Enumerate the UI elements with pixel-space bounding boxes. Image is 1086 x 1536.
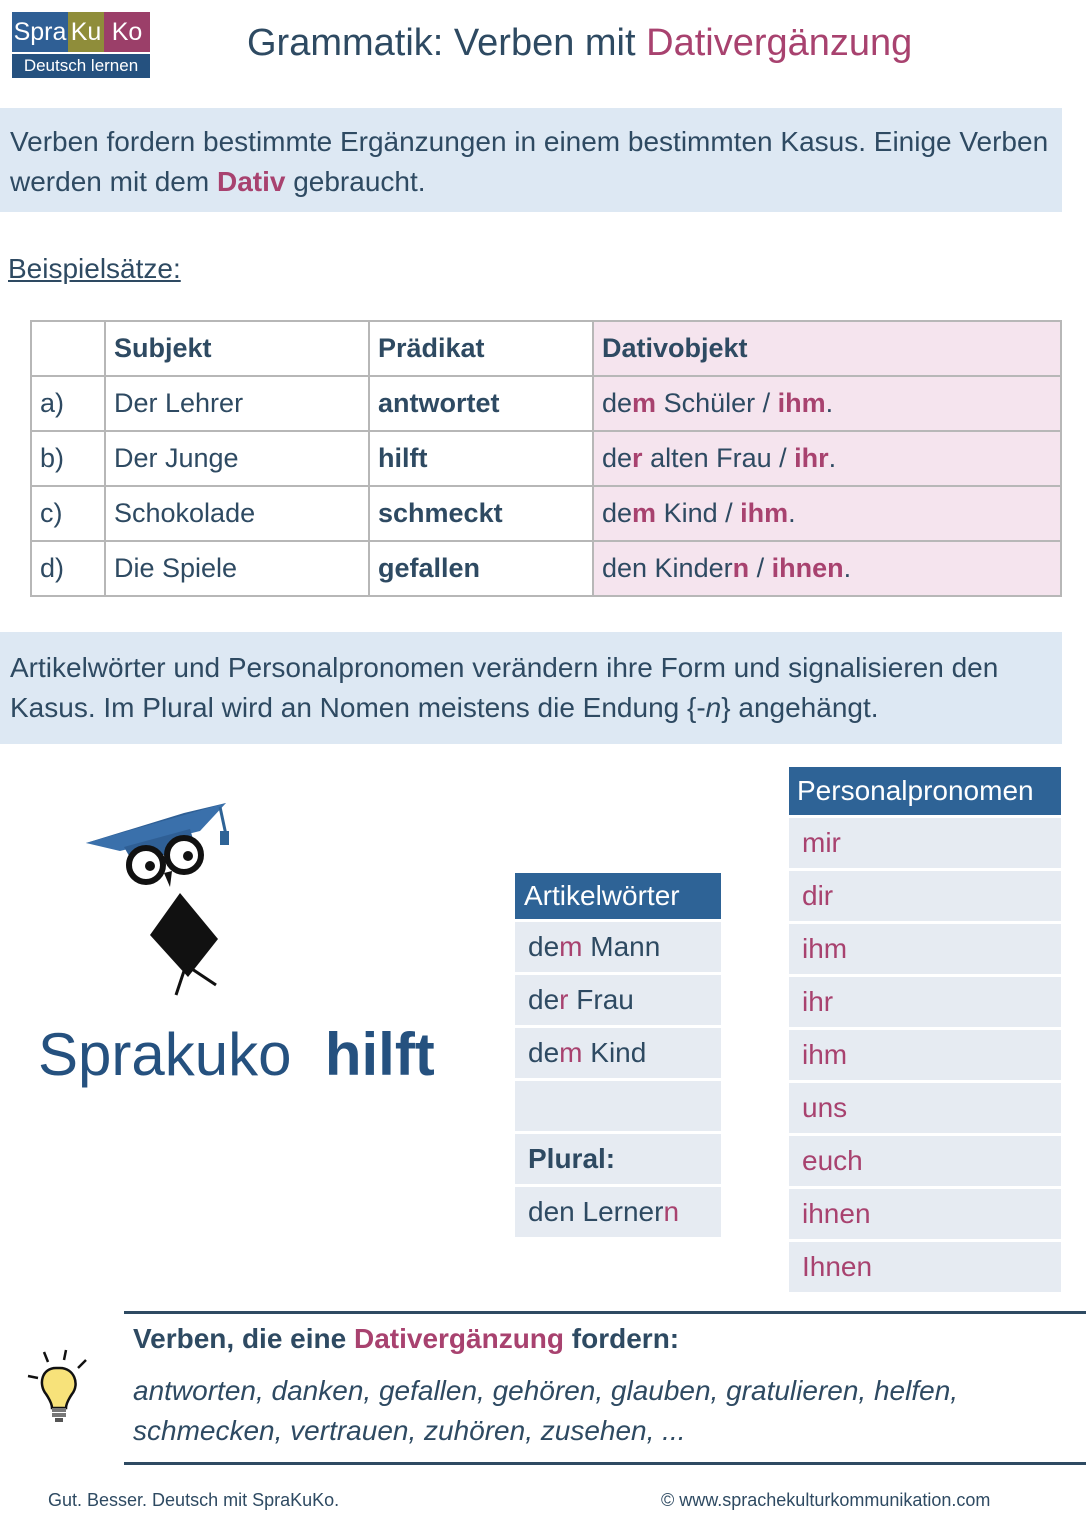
artikel-plural-label: Plural: <box>515 1134 721 1184</box>
pronoun-item: ihm <box>789 1030 1061 1080</box>
row-subject: Schokolade <box>105 486 369 541</box>
title-prefix: Grammatik: Verben mit <box>247 22 647 64</box>
artikel-empty-cell <box>515 1081 721 1131</box>
row-subject: Der Lehrer <box>105 376 369 431</box>
row-verb: gefallen <box>369 541 593 596</box>
row-verb: antwortet <box>369 376 593 431</box>
owl-mascot-icon <box>80 795 250 1000</box>
logo-ko: Ko <box>104 12 150 52</box>
artikel-column <box>515 873 721 1237</box>
info2-text-2: } angehängt. <box>721 692 879 723</box>
table-header-empty <box>31 321 105 376</box>
pronoun-item: mir <box>789 818 1061 868</box>
table-row <box>31 486 1061 541</box>
table-header-subject: Subjekt <box>105 321 369 376</box>
tip-bottom-rule <box>124 1462 1086 1465</box>
pronoun-item: ihnen <box>789 1189 1061 1239</box>
intro-text-1: Verben fordern bestimmte Ergänzungen in einem bestimmten Kasus. Einige Verben werden mit dem <box>10 126 1049 197</box>
row-subject: Der Junge <box>105 431 369 486</box>
sprakuko-slogan <box>38 1020 435 1089</box>
logo-ku: Ku <box>68 12 104 52</box>
intro-text-2: gebraucht. <box>285 166 426 197</box>
info2-italic: n <box>705 692 722 723</box>
pronoun-item: ihr <box>789 977 1061 1027</box>
table-header-object: Dativobjekt <box>593 321 1061 376</box>
pronoun-item: ihm <box>789 924 1061 974</box>
row-object: dem Kind / ihm. <box>593 486 1061 541</box>
tip-verb-list: antworten, danken, gefallen, gehören, glauben, gratulieren, helfen, schmecken, vertrauen, zuhören, zusehen, ... <box>133 1375 959 1446</box>
row-object: dem Schüler / ihm. <box>593 376 1061 431</box>
pronoun-item: euch <box>789 1136 1061 1186</box>
sprakuko-name: Sprakuko <box>38 1021 292 1088</box>
row-verb: schmeckt <box>369 486 593 541</box>
info-box-2 <box>0 632 1062 744</box>
row-subject: Die Spiele <box>105 541 369 596</box>
examples-label: Beispielsätze: <box>8 253 181 284</box>
table-row <box>31 541 1061 596</box>
pronoun-item: uns <box>789 1083 1061 1133</box>
footer-slogan: Gut. Besser. Deutsch mit SpraKuKo. <box>48 1490 340 1510</box>
sprakuko-verb: hilft <box>324 1021 435 1088</box>
artikel-item: der Frau <box>515 975 721 1025</box>
row-label: c) <box>31 486 105 541</box>
page-title <box>247 22 912 65</box>
row-object: den Kindern / ihnen. <box>593 541 1061 596</box>
personalpronomen-header: Personalpronomen <box>789 767 1061 815</box>
artikel-item: dem Mann <box>515 922 721 972</box>
row-label: d) <box>31 541 105 596</box>
intro-box <box>0 108 1062 212</box>
table-row <box>31 376 1061 431</box>
row-label: a) <box>31 376 105 431</box>
table-header-verb: Prädikat <box>369 321 593 376</box>
artikel-item: dem Kind <box>515 1028 721 1078</box>
artikel-plural-item: den Lernern <box>515 1187 721 1237</box>
tip-title: Verben, die eine Dativergänzung fordern: <box>133 1323 680 1354</box>
table-header-row <box>31 321 1061 376</box>
row-label: b) <box>31 431 105 486</box>
personalpronomen-column <box>789 767 1061 1292</box>
row-object: der alten Frau / ihr. <box>593 431 1061 486</box>
footer-website[interactable]: © www.sprachekulturkommunikation.com <box>661 1490 991 1510</box>
tip-top-rule <box>124 1311 1086 1314</box>
table-row <box>31 431 1061 486</box>
info2-text-1: Artikelwörter und Personalpronomen verändern ihre Form und signalisieren den Kasus. Im Plural wird an Nomen meistens die Endung {- <box>10 652 999 723</box>
pronoun-item: Ihnen <box>789 1242 1061 1292</box>
lightbulb-icon <box>22 1346 92 1426</box>
intro-highlight: Dativ <box>216 166 286 197</box>
title-highlight: Dativergänzung <box>646 22 913 64</box>
logo-tagline: Deutsch lernen <box>12 54 150 78</box>
row-verb: hilft <box>369 431 593 486</box>
examples-table <box>30 320 1062 597</box>
artikel-header: Artikelwörter <box>515 873 721 919</box>
pronoun-item: dir <box>789 871 1061 921</box>
sprakuko-logo <box>12 12 150 78</box>
logo-spra: Spra <box>12 12 68 52</box>
